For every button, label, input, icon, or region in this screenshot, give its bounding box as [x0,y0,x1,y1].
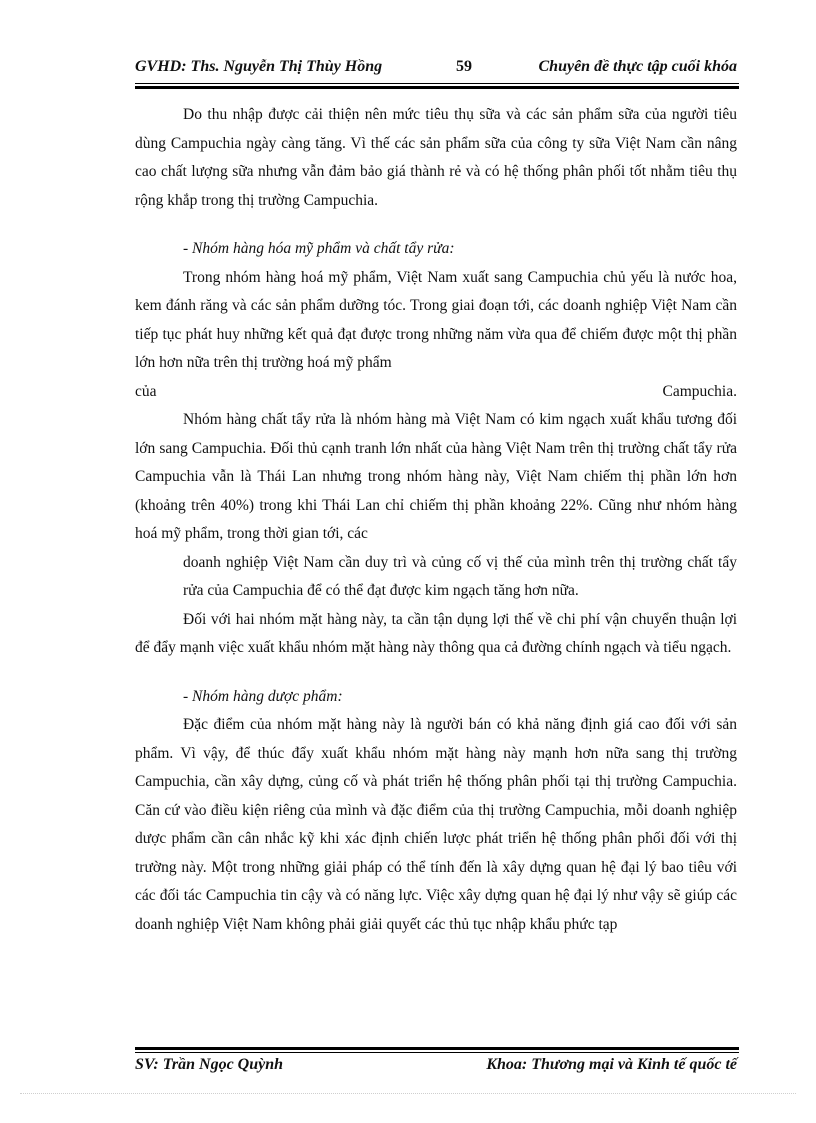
paragraph-cosmetics-end-right: Campuchia. [662,382,737,400]
spacer [135,663,737,673]
paragraph-cosmetics-end [135,378,737,407]
paragraph-cosmetics: Trong nhóm hàng hoá mỹ phẩm, Việt Nam xuất sang Campuchia chủ yếu là nước hoa, kem đánh răng và các sản phẩm dưỡng tóc. Trong giai đoạn tới, các doanh nghiệp Việt Nam cần tiếp tục phát huy những kết quả đạt được trong những năm vừa qua để chiếm được một thị phần lớn hơn nữa trên thị trường hoá mỹ phẩm [135,268,737,371]
header-report-title: Chuyên đề thực tập cuối khóa [538,58,737,75]
page-edge-divider [20,1093,796,1094]
footer-rule-thick [135,1047,739,1050]
spacer [135,215,737,225]
paragraph-detergents: Nhóm hàng chất tẩy rửa là nhóm hàng mà Việt Nam có kim ngạch xuất khẩu tương đối lớn sang Campuchia. Đối thủ cạnh tranh lớn nhất của hàng Việt Nam trên thị trường chất tẩy rửa Campuchia vẫn là Thái Lan nhưng trong nhóm hàng này, Việt Nam chiếm thị phần lớn hơn (khoảng trên 40%) trong khi Thái Lan chỉ chiếm thị phần khoảng 22%. Cũng như nhóm hàng hoá mỹ phẩm, trong thời gian tới, các [135,411,737,542]
header-rule [135,83,739,89]
paragraph-cosmetics-end-left: của [135,382,157,400]
header-rule-thin [135,83,739,84]
document-body [135,101,737,939]
paragraph-detergents-continued: doanh nghiệp Việt Nam cần duy trì và củng cố vị thế của mình trên thị trường chất tẩy rửa của Campuchia để có thể đạt được kim ngạch tăng hơn nữa. [183,553,737,599]
footer-rule-thin [135,1052,739,1053]
paragraph-pharmaceuticals: Đặc điểm của nhóm mặt hàng này là người bán có khả năng định giá cao đối với sản phẩm. Vì vậy, để thúc đẩy xuất khẩu nhóm mặt hàng này mạnh hơn nữa sang thị trường Campuchia, cần xây dựng, củng cố và phát triển hệ thống phân phối tại thị trường Campuchia. Căn cứ vào điều kiện riêng của mình và đặc điểm của thị trường Campuchia, mỗi doanh nghiệp dược phẩm cần cân nhắc kỹ khi xác định chiến lược phát triển hệ thống phân phối đối với thị trường này. Một trong những giải pháp có thể tính đến là xây dựng quan hệ đại lý bao tiêu với các đối tác Campuchia tin cậy và có năng lực. Việc xây dựng quan hệ đại lý như vậy sẽ giúp các doanh nghiệp Việt Nam không phải giải quyết các thủ tục nhập khẩu phức tạp [135,716,737,933]
paragraph-milk: Do thu nhập được cải thiện nên mức tiêu thụ sữa và các sản phẩm sữa của người tiêu dùng Campuchia ngày càng tăng. Vì thế các sản phẩm sữa của công ty sữa Việt Nam cần nâng cao chất lượng sữa nhưng vẫn đảm bảo giá thành rẻ và có hệ thống phân phối tốt nhằm tiêu thụ rộng khắp trong thị trường Campuchia. [135,106,737,209]
header-rule-thick [135,86,739,89]
page-footer [135,1056,737,1080]
footer-faculty: Khoa: Thương mại và Kinh tế quốc tế [486,1056,737,1073]
page-number: 59 [456,58,472,75]
footer-rule [135,1047,739,1053]
footer-student: SV: Trần Ngọc Quỳnh [135,1056,284,1073]
heading-cosmetics-detergents: - Nhóm hàng hóa mỹ phẩm và chất tẩy rửa: [183,240,455,257]
header-advisor: GVHD: Ths. Nguyễn Thị Thùy Hồng [135,58,383,75]
page-header [135,58,737,82]
paragraph-transport-advantage: Đối với hai nhóm mặt hàng này, ta cần tận dụng lợi thế về chi phí vận chuyển thuận lợi để đẩy mạnh việc xuất khẩu nhóm mặt hàng này thông qua cả đường chính ngạch và tiểu ngạch. [135,610,737,656]
heading-pharmaceuticals: - Nhóm hàng dược phẩm: [183,687,343,705]
